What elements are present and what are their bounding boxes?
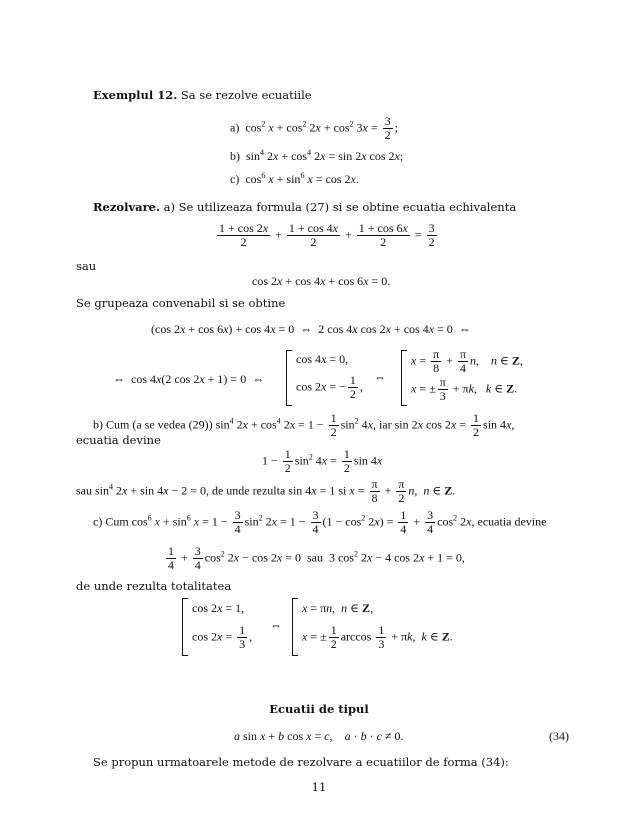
part-c-equation: $\frac{1}{4}$ + $\frac{3}{4}$ $\cos^2 2x - \cos 2x = 0$ sau 3 $\cos^2 2x - 4$ cos 2x + 1 = 0,	[168, 544, 465, 572]
section-title: Ecuatii de tipul	[269, 702, 369, 716]
part-c-text-2: de unde rezulta totalitatea	[76, 579, 232, 593]
solution-text-a: a) Se utilizeaza formula (27) si se obtine ecuatia echivalenta	[163, 200, 517, 214]
example-heading: Exemplul 12.	[93, 88, 178, 102]
system-1-line-b: cos 2x = − $\frac{1}{2}$ ,	[296, 373, 363, 401]
system-3-line-b: cos 2x = $\frac{1}{3}$ ,	[192, 623, 253, 651]
part-b-line-1: b) Cum (a se vedea (29)) $\sin^4 2x + \cos^4 2x = 1$ − $\frac{1}{2}$ $\sin^2 4x$, iar sin 2x cos 2x = $\frac{1}{2}$ sin 4x,	[93, 411, 515, 439]
example-intro-line	[93, 88, 312, 102]
grouping-text: Se grupeaza convenabil si se obtine	[76, 296, 286, 310]
part-b-line-3: sau $\sin^4 2x + \sin 4x - 2 = 0$, de unde rezulta sin 4x = 1 si x = $\frac{\pi}{8}$ + $\frac{\pi}{2}$ n, n ∈ Z.	[76, 477, 456, 505]
system-2-line-b: x = ± $\frac{\pi}{3}$ + πk, k ∈ Z.	[411, 375, 518, 403]
solution-heading: Rezolvare.	[93, 200, 160, 214]
system-4-line-b: x = ± $\frac{1}{2}$ arccos $\frac{1}{3}$ + πk, k ∈ Z.	[302, 623, 453, 651]
section-text: Se propun urmatoarele metode de rezolvare a ecuatiilor de forma (34):	[93, 755, 509, 769]
part-b-text-2: ecuatia devine	[76, 433, 161, 447]
equation-b: b) $\sin^4 2x + \cos^4 2x = \sin 2x$ cos 2x;	[230, 148, 404, 163]
equation-3: (cos 2x + cos 6x) + cos 4x = 0 ⇔ 2 cos 4x cos 2x + cos 4x = 0 ⇔	[151, 322, 471, 336]
system-bracket-2	[401, 350, 407, 406]
system-3-line-a: cos 2x = 1,	[192, 601, 245, 615]
equation-number: (34)	[549, 729, 569, 743]
equation-4-left: ⇔ cos 4x(2 cos 2x + 1) = 0 ⇔	[113, 372, 265, 386]
system-4-line-a: x = πn, n ∈ Z,	[302, 601, 374, 615]
solution-intro-line	[93, 200, 516, 214]
equation-a: a) $\cos^2 x + \cos^2 2x + \cos^2 3x$ = $\frac{3}{2}$ ;	[230, 114, 398, 142]
equation-1: $\frac{1 + \cos 2x}{2}$ + $\frac{1 + \cos 4x}{2}$ + $\frac{1 + \cos 6x}{2}$ = $\frac{3}{2}$	[219, 221, 435, 249]
example-intro: Sa se rezolve ecuatiile	[180, 88, 312, 102]
system-2-line-a: x = $\frac{\pi}{8}$ + $\frac{\pi}{4}$ n, n ∈ Z,	[411, 347, 523, 375]
system-1-line-a: cos 4x = 0,	[296, 352, 349, 366]
system-equivalence-2: ⇔	[270, 618, 282, 632]
system-bracket-4	[292, 598, 298, 656]
equation-2: cos 2x + cos 4x + cos 6x = 0.	[252, 274, 391, 288]
page-number: 11	[311, 780, 327, 794]
equation-c: c) $\cos^6 x + \sin^6 x = \cos 2x$.	[230, 171, 359, 186]
system-bracket-1	[286, 350, 292, 406]
system-bracket-3	[182, 598, 188, 656]
part-b-equation: 1 − $\frac{1}{2}$ $\sin^2 4x$ = $\frac{1}{2}$ sin 4x	[262, 447, 383, 475]
sau-text: sau	[76, 259, 97, 273]
section-equation: a sin x + b cos x = c, a · b · c ≠ 0.	[234, 729, 404, 743]
part-c-line-1: c) Cum $\cos^6 x + \sin^6 x = 1$ − $\frac{3}{4}$ $\sin^2 2x = 1$ − $\frac{3}{4}$ $(1 - \cos^2 2x)$ = $\frac{1}{4}$ + $\frac{3}{4}$ $\cos^2 2x$, ecuatia devine	[93, 508, 547, 536]
system-equivalence-1: ⇔	[374, 370, 386, 384]
